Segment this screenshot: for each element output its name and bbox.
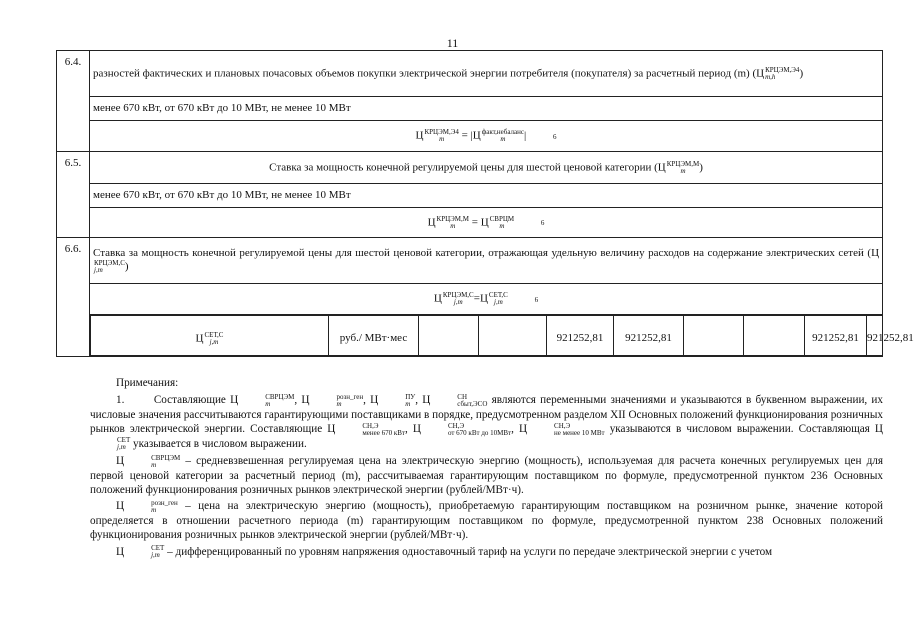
row-6-5-formula xyxy=(57,208,883,238)
symbol-letter: Ц xyxy=(422,394,431,407)
row-6-6 xyxy=(57,238,883,284)
symbol-sup: розн_ген xyxy=(336,392,364,401)
row-6-5 xyxy=(57,152,883,184)
symbol-letter: Ц xyxy=(756,67,765,80)
row-6-4-formula xyxy=(57,121,883,152)
symbol-sub: m xyxy=(405,399,411,408)
formula: Ц КРЦЭМ,С j,m =Ц СЕТ,С j,m 6 xyxy=(90,284,883,315)
note-4 xyxy=(90,545,883,559)
value-cell: 921252,81 xyxy=(867,316,883,356)
row-6-6-formula xyxy=(57,284,883,315)
symbol-letter: Ц xyxy=(871,247,880,259)
symbol-sub: j,m xyxy=(151,550,160,559)
note-2 xyxy=(90,454,883,497)
symbol-letter: Ц xyxy=(195,332,204,345)
symbol-letter: Ц xyxy=(412,423,421,436)
note-number: 1. xyxy=(116,394,125,407)
symbol-sup: СВРЦМ xyxy=(489,214,515,223)
formula-note: 6 xyxy=(534,295,539,304)
formula-note: 6 xyxy=(540,219,545,228)
symbol-sub: j,m xyxy=(117,443,126,452)
symbol-sup: СВРЦЭМ xyxy=(265,392,295,401)
symbol-sup: ПУ xyxy=(405,392,416,401)
values-cell xyxy=(90,315,914,357)
values-table xyxy=(90,315,914,356)
symbol-sub: менее 670 кВт xyxy=(362,428,405,437)
symbol-letter: Ц xyxy=(116,545,125,558)
row-6-6-values xyxy=(57,315,883,357)
row-title: разностей фактических и плановых почасовых объемов покупки электрической энергии потребителя (покупателя) за расчетный период (m) (Ц КРЦЭМ,Э4 m,h ) xyxy=(90,51,883,97)
symbol-sup: СЕТ,С xyxy=(204,330,224,339)
symbol-letter: Ц xyxy=(472,129,481,142)
value-cell xyxy=(419,316,479,356)
symbol-sub: m xyxy=(151,505,157,514)
symbol-letter: Ц xyxy=(479,292,488,305)
note-text: являются переменными значениями и указываются в буквенном выражении, их числовые значения рассчитываются гарантирующими поставщиками в порядке, предусмотренном разделом XII Основных положений функционирования розничных рынков электрической энергии. Составляющие xyxy=(90,394,884,436)
note-text: – дифференцированный по уровням напряжения одноставочный тариф на услуги по передаче электрической энергии с учетом xyxy=(167,545,773,558)
symbol-letter: Ц xyxy=(327,423,336,436)
symbol-sub: m xyxy=(336,399,342,408)
row-title-text: разностей фактических и плановых почасовых объемов покупки электрической энергии потребителя (покупателя) за расчетный период (m) xyxy=(93,67,750,80)
symbol-sup: СН,Э xyxy=(554,421,571,430)
value-cell: 921252,81 xyxy=(547,316,614,356)
symbol-sub: j,m xyxy=(453,298,463,306)
row-title: Ставка за мощность конечной регулируемой цены для шестой ценовой категории (Ц КРЦЭМ,М m ) xyxy=(90,152,883,184)
note-1: 1. Составляющие Ц СВРЦЭМ m , Ц розн_ген m , Ц ПУ m , Ц СН сбыт,ЭСО являются переменными значениями и указываются в буквенном выражении, их числовые значения рассчитываются гарантирующими поставщиками в порядке, предусмотренном разделом XII Основных положений функционирования розничных рынков электрической энергии. Составляющие Ц СН,Э менее 670 кВт , Ц СН,Э от 670 кВт до 10МВт , Ц СН,Э не менее 10 МВт указываются в числовом выражении. Составляющая Ц СЕТ j,m указывается в числовом выражении. xyxy=(90,392,884,452)
value-cell xyxy=(684,316,744,356)
formula: Ц КРЦЭМ,Э4 m = |Ц факт,небаланс m | 6 xyxy=(90,121,883,152)
row-title-text: Ставка за мощность конечной регулируемой цены для шестой ценовой категории, отражающая удельную величину расходов на содержание электрических сетей xyxy=(93,247,864,259)
symbol-sub: не менее 10 МВт xyxy=(554,428,605,437)
symbol-sub: m xyxy=(151,460,157,469)
note-text: – средневзвешенная регулируемая цена на электрическую энергию (мощность), используемая для расчета конечных регулируемых цен для первой ценовой категории за расчетный период (m), рассчитываемая гарантирующим поставщиком по формуле, предусмотренной пунктом 236 Основных положений функционирования розничных рынков электрической энергии (рублей/МВт·ч). xyxy=(90,455,883,496)
note-text: Составляющие xyxy=(153,394,226,407)
symbol-sub: j,m xyxy=(209,337,219,346)
value-cell xyxy=(479,316,547,356)
symbol-letter: Ц xyxy=(433,292,442,305)
symbol-letter: Ц xyxy=(427,216,436,229)
symbol-letter: Ц xyxy=(518,423,528,436)
price-table xyxy=(56,50,914,357)
notes-heading: Примечания: xyxy=(116,377,179,389)
row-6-4-range xyxy=(57,97,883,121)
note-text: указывается в числовом выражении. xyxy=(133,437,307,450)
symbol-sup: СЕТ xyxy=(117,436,131,445)
symbol-letter: Ц xyxy=(370,394,379,407)
values-symbol xyxy=(91,316,329,356)
symbol-sup: КРЦЭМ,М xyxy=(666,159,700,168)
symbol-sup: КРЦЭМ,С xyxy=(94,259,125,267)
symbol-letter: Ц xyxy=(301,394,310,407)
value-cell xyxy=(744,316,805,356)
page-number: 11 xyxy=(446,36,459,50)
symbol-letter: Ц xyxy=(874,423,883,436)
formula-note: 6 xyxy=(552,132,557,141)
symbol-sup: СН,Э xyxy=(362,421,379,430)
row-number: 6.4. xyxy=(57,51,90,152)
range-text: менее 670 кВт, от 670 кВт до 10 МВт, не менее 10 МВт xyxy=(90,97,883,121)
symbol-letter: Ц xyxy=(116,500,125,513)
symbol-sub: j,m xyxy=(494,298,503,306)
symbol-sub: m xyxy=(265,399,271,408)
symbol-sup: КРЦЭМ,С xyxy=(442,291,474,299)
symbol-sub: j,m xyxy=(94,266,103,274)
symbol-letter: Ц xyxy=(480,216,489,229)
symbol-sup: СВРЦЭМ xyxy=(151,453,181,462)
symbol-sup: СЕТ,С xyxy=(488,291,508,299)
symbol-sup: КРЦЭМ,Э4 xyxy=(424,128,459,136)
symbol-letter: Ц xyxy=(657,161,666,174)
symbol-sup: СЕТ xyxy=(151,543,165,552)
symbol-sub: сбыт,ЭСО xyxy=(457,399,488,408)
note-text: – цена на электрическую энергию (мощность), приобретаемую гарантирующим поставщиком на розничном рынке, значение которой определяется в отношении расчетного периода (m) гарантирующим поставщиком по формуле, предусмотренной пунктом 238 Основных положений функционирования розничных рынков электрической энергии (рублей/МВт·ч). xyxy=(90,500,884,542)
formula: Ц КРЦЭМ,М m = Ц СВРЦМ m 6 xyxy=(90,208,883,238)
row-title-text: Ставка за мощность конечной регулируемой цены для шестой ценовой категории xyxy=(269,161,652,174)
row-6-5-range xyxy=(57,184,883,208)
value-cell: 921252,81 xyxy=(805,316,867,356)
symbol-letter: Ц xyxy=(230,394,239,407)
row-number: 6.6. xyxy=(57,238,90,357)
symbol-sup: СН xyxy=(457,392,468,401)
row-6-4 xyxy=(57,51,883,97)
row-title: Ставка за мощность конечной регулируемой цены для шестой ценовой категории, отражающая удельную величину расходов на содержание электрических сетей (Ц КРЦЭМ,С j,m ) xyxy=(90,238,883,284)
symbol-letter: Ц xyxy=(415,129,424,142)
symbol-sup: СН,Э xyxy=(447,421,465,430)
note-text: указываются в числовом выражении. Составляющая xyxy=(609,423,870,436)
symbol-sup: КРЦЭМ,Э4 xyxy=(765,65,800,74)
symbol-sup: розн_ген xyxy=(151,498,178,507)
symbol-sup: КРЦЭМ,М xyxy=(436,214,469,223)
row-number: 6.5. xyxy=(57,152,90,238)
symbol-letter: Ц xyxy=(116,455,125,468)
value-cell: 921252,81 xyxy=(614,316,684,356)
symbol-sub: от 670 кВт до 10МВт xyxy=(447,428,512,437)
unit: руб./ МВт·мес xyxy=(329,316,419,356)
symbol-sup: факт,небаланс xyxy=(481,128,524,136)
range-text: менее 670 кВт, от 670 кВт до 10 МВт, не менее 10 МВт xyxy=(90,184,883,208)
notes-section xyxy=(90,376,883,559)
note-3 xyxy=(90,499,883,542)
symbol-sub: m,h xyxy=(765,72,776,81)
